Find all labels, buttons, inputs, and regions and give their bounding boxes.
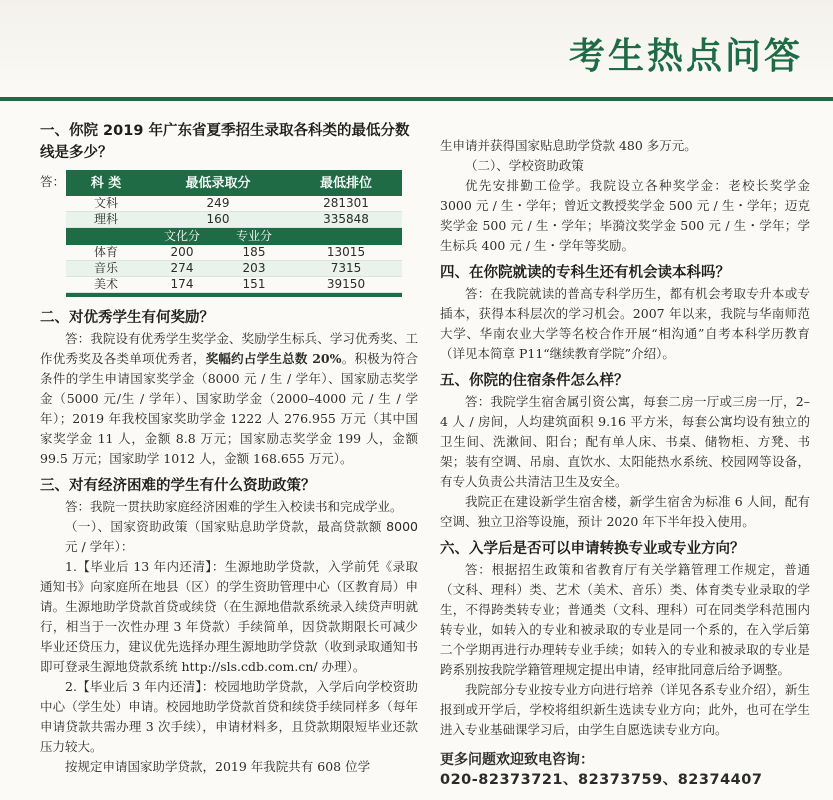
subheader-empty <box>66 228 146 246</box>
table-header-row <box>66 170 402 196</box>
table-row <box>66 212 402 228</box>
q4-answer: 答：在我院就读的普高专科学历生，都有机会考取专升本或专插本，获得本科层次的学习机会。2007 年以来，我院与华南师范大学、华南农业大学等名校合作开展“相沟通”自考本科学历教育（详见本简章 P11“继续教育学院”介绍）。 <box>440 286 810 361</box>
contact-heading: 更多问题欢迎致电咨询： <box>440 752 594 768</box>
header-min-rank: 最低排位 <box>290 170 402 196</box>
q4-title: 四、在你院就读的专科生还有机会读本科吗？ <box>440 265 730 281</box>
q2-text-bold: 奖幅约占学生总数 20% <box>205 351 342 366</box>
subheader-major: 专业分 <box>218 228 290 246</box>
q5-answer-1: 答：我院学生宿舍属引资公寓，每套二房一厅或三房一厅，2–4 人 / 房间，人均建筑面积 9.16 平方米，每套公寓均设有独立的卫生间、洗漱间、阳台；配有单人床、书桌、储物柜、方凳、书架；装有空调、吊扇、直饮水、太阳能热水系统、校园网等设备，有专人负责公共清洁卫生及安全。 <box>440 394 810 489</box>
cell-culture: 274 <box>146 261 218 277</box>
table-row <box>66 261 402 277</box>
header-rule <box>0 97 833 101</box>
q3-intro: 答：我院一贯扶助家庭经济困难的学生入校读书和完成学业。 <box>65 499 403 514</box>
table-bottom-rule <box>66 293 402 297</box>
cell-score: 160 <box>146 212 290 228</box>
q1-title: 一、你院 2019 年广东省夏季招生录取各科类的最低分数线是多少？ <box>40 123 410 161</box>
banner-title: 考生热点问答 <box>568 36 803 77</box>
q3-tail: 按规定申请国家助学贷款，2019 年我院共有 608 位学 <box>65 759 371 774</box>
cell-rank: 281301 <box>290 196 402 212</box>
cell-rank: 13015 <box>290 245 402 261</box>
table-row <box>66 245 402 261</box>
q1-answer <box>40 170 418 297</box>
cell-category: 美术 <box>66 277 146 293</box>
q3-sub2-text: 优先安排勤工俭学。我院设立各种奖学金：老校长奖学金 3000 元 / 生・学年；曾近文教授奖学金 500 元 / 生・学年；迈克奖学金 500 元 / 生・学年；毕漪汶奖学金 500 元 / 生・学年；学生标兵 400 元 / 生・学年等奖励。 <box>440 178 810 253</box>
cell-score: 249 <box>146 196 290 212</box>
header-min-score: 最低录取分 <box>146 170 290 196</box>
subheader-empty <box>290 228 402 246</box>
cell-major: 185 <box>218 245 290 261</box>
q3-sub2: （二）、学校资助政策 <box>465 158 584 173</box>
q3-item2: 2.【毕业后 3 年内还清】：校园地助学贷款，入学后向学校资助中心（学生处）申请。校园地助学贷款首贷和续贷手续同样多（每年申请贷款共需办理 3 次手续），申请材料多，且贷款期限短毕业还款压力较大。 <box>40 679 418 754</box>
subheader-culture: 文化分 <box>146 228 218 246</box>
q3-sub1: （一）、国家资助政策（国家贴息助学贷款，最高贷款额 8000 元 / 学年）： <box>65 519 418 554</box>
q1-answer-label: 答： <box>40 174 66 189</box>
left-column <box>40 120 418 777</box>
cell-category: 文科 <box>66 196 146 212</box>
q3-item1: 1.【毕业后 13 年内还清】：生源地助学贷款，入学前凭《录取通知书》向家庭所在地县（区）的学生资助管理中心（区教育局）申请。生源地助学贷款首贷或续贷（在生源地借款系统录入续贷声明就行，相当于一次性办理 3 年贷款）手续简单，因贷款期限长可减少毕业还贷压力，建议优先选择办理生源地助学贷款（收到录取通知书即可登录生源地贷款系统 http://sls.cdb.com.cn/ 办理）。 <box>40 559 418 674</box>
header-category: 科 类 <box>66 170 146 196</box>
q2-text-b: 。积极为符合条件的学生申请国家奖学金（8000 元 / 生 / 学年）、国家励志奖学金（5000 元/生 / 学年）、国家助学金（2000–4000 元 / 生 / 学年）；2019 年我校国家奖助学金 1222 人 276.955 万元（其中国家奖学金 11 人，金额 8.8 万元；国家励志奖学金 199 人，金额 99.5 万元；国家助学 1012 人，金额 168.655 万元）。 <box>40 351 418 466</box>
q2-title: 二、对优秀学生有何奖励？ <box>40 310 214 326</box>
q3-title: 三、对有经济困难的学生有什么资助政策？ <box>40 478 316 494</box>
q2-text-a: 答：我院设有优秀学生奖学金、奖励学生标兵、学习优秀奖、工作优秀奖及各类单项优秀者， <box>40 331 418 366</box>
table-row <box>66 196 402 212</box>
q5-answer-2: 我院正在建设新学生宿舍楼，新学生宿舍为标准 6 人间，配有空调、独立卫浴等设施，预计 2020 年下半年投入使用。 <box>440 494 810 529</box>
right-continuation: 生申请并获得国家贴息助学贷款 480 多万元。 <box>440 138 697 153</box>
score-table-wrap <box>66 170 402 297</box>
cell-rank: 39150 <box>290 277 402 293</box>
cell-major: 203 <box>218 261 290 277</box>
q6-answer-1: 答：根据招生政策和省教育厅有关学籍管理工作规定，普通（文科、理科）类、艺术（美术、音乐）类、体育类专业录取的学生，不得跨类转专业；普通类（文科、理科）可在同类学科范围内转专业，如转入的专业和被录取的专业是同一个系的，在入学后第二个学期再进行办理转专业手续；如转入的专业和被录取的专业是跨系别按我院学籍管理规定提出申请，经审批同意后给予调整。 <box>440 562 810 677</box>
score-table <box>66 170 402 293</box>
q6-title: 六、入学后是否可以申请转换专业或专业方向？ <box>440 541 745 557</box>
table-subheader-row <box>66 228 402 246</box>
table-row <box>66 277 402 293</box>
contact-phones: 020-82373721、82373759、82374407 <box>440 772 763 788</box>
cell-culture: 200 <box>146 245 218 261</box>
q2-answer <box>40 329 418 469</box>
cell-rank: 7315 <box>290 261 402 277</box>
q6-answer-2: 我院部分专业按专业方向进行培养（详见各系专业介绍），新生报到或开学后，学校将组织新生选读专业方向；此外，也可在学生进入专业基础课学习后，由学生自愿选读专业方向。 <box>440 682 810 737</box>
cell-category: 理科 <box>66 212 146 228</box>
cell-rank: 335848 <box>290 212 402 228</box>
q5-title: 五、你院的住宿条件怎么样？ <box>440 373 629 389</box>
cell-major: 151 <box>218 277 290 293</box>
cell-culture: 174 <box>146 277 218 293</box>
cell-category: 体育 <box>66 245 146 261</box>
right-column <box>440 136 810 790</box>
cell-category: 音乐 <box>66 261 146 277</box>
